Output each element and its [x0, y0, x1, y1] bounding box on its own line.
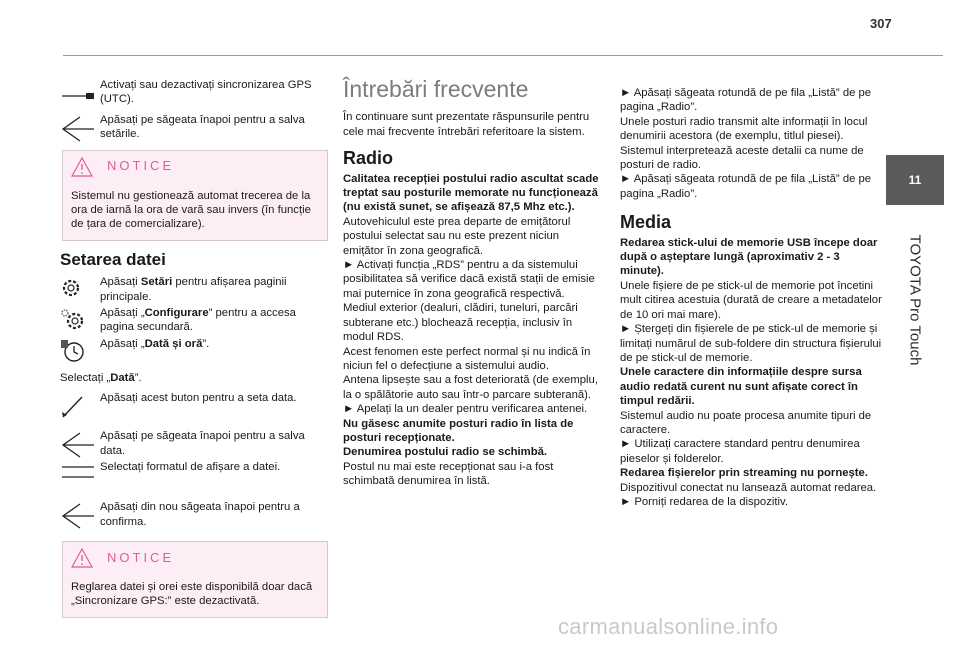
section-title-radio: Radio — [343, 148, 394, 169]
date-format-row — [60, 460, 328, 488]
list-icon — [60, 460, 100, 488]
faq-answer: Postul nu mai este recepționat sau i-a fost schimbată denumirea în listă. — [343, 460, 554, 488]
column-middle — [343, 78, 601, 489]
faq-answer: Dispozitivul conectat nu lansează automat redarea. — [620, 481, 877, 494]
notice-text: Sistemul nu gestionează automat trecerea de la ora de iarnă la ora de vară sau invers (în funcție de țara de comercializare). — [71, 189, 311, 231]
faq-question: Denumirea postului radio se schimbă. — [343, 446, 548, 459]
gps-sync-text: Activați sau dezactivați sincronizarea GPS (UTC). — [100, 79, 312, 106]
notice-box-dst — [62, 150, 328, 241]
save-date-row — [60, 429, 328, 458]
toggle-icon — [60, 78, 100, 106]
warning-icon — [71, 157, 93, 177]
faq-answer: Sistemul interpretează aceste detalii ca nume de posturi de radio. — [620, 144, 864, 172]
watermark: carmanualsonline.info — [558, 614, 779, 639]
faq-answer: Unele fișiere de pe stick-ul de memorie pot încetini mult citirea acestuia (durată de creare a metadatelor de 10 ori mai mare). — [620, 279, 882, 321]
column-left — [60, 78, 328, 630]
faq-answer: ► Apăsați săgeata rotundă de pe fila „Listă” de pe pagina „Radio”. — [620, 173, 872, 200]
back-arrow-icon — [60, 500, 100, 528]
configuration-row: Apăsați „Configurare” pentru a accesa pagina secundară. — [60, 306, 328, 335]
pencil-icon — [60, 391, 100, 419]
warning-icon — [71, 548, 93, 568]
clock-icon — [60, 337, 100, 365]
edit-date-row — [60, 391, 328, 419]
settings-row: Apăsați Setări pentru afișarea paginii principale. — [60, 275, 328, 304]
header-divider — [63, 55, 943, 56]
gear-icon — [60, 275, 100, 303]
faq-title: Întrebări frecvente — [343, 76, 529, 102]
date-time-label: Dată și oră — [144, 337, 203, 350]
edit-date-text: Apăsați acest buton pentru a seta data. — [100, 392, 297, 405]
faq-question: Redarea fișierelor prin streaming nu pornește. — [620, 467, 868, 480]
column-right — [620, 86, 882, 509]
chapter-side-title: TOYOTA Pro Touch — [906, 234, 924, 366]
notice-text: Reglarea datei și orei este disponibilă doar dacă „Sincronizare GPS:” este dezactivată. — [71, 580, 313, 608]
save-settings-text: Apăsați pe săgeata înapoi pentru a salva setările. — [100, 113, 305, 141]
notice-title: NOTICE — [107, 158, 175, 174]
save-date-text: Apăsați pe săgeata înapoi pentru a salva data. — [100, 430, 305, 457]
date-format-text: Selectați formatul de afișare a datei. — [100, 461, 281, 474]
faq-answer: ► Utilizați caractere standard pentru denumirea pieselor și folderelor. — [620, 438, 860, 465]
faq-answer: ► Porniți redarea de la dispozitiv. — [620, 495, 788, 508]
faq-intro: În continuare sunt prezentate răspunsurile pentru cele mai frecvente întrebări referitoare la sistem. — [343, 111, 590, 138]
chapter-tab[interactable]: 11 — [886, 155, 944, 205]
page-number: 307 — [870, 16, 892, 31]
faq-answer: Acest fenomen este perfect normal și nu indică în niciun fel o defecțiune a sistemului audio. — [343, 345, 591, 372]
faq-question: Unele caractere din informațiile despre sursa audio redată curent nu sunt afișate corect în timpul redării. — [620, 366, 862, 408]
gps-sync-row — [60, 78, 328, 107]
save-settings-row — [60, 113, 328, 142]
date-time-row: Apăsați „Dată și oră”. — [60, 337, 328, 365]
section-title-date: Setarea datei — [60, 249, 166, 269]
faq-answer: ► Activați funcția „RDS” pentru a da sistemului posibilitatea să verifice dacă există stații de emisie mai puternice în zona geografică respectivă. — [343, 259, 595, 300]
configuration-gear-icon — [60, 306, 100, 334]
notice-box-gps — [62, 541, 328, 618]
select-date-text: Selectați „Dată”. — [60, 371, 142, 384]
confirm-row — [60, 500, 328, 529]
back-arrow-icon — [60, 429, 100, 457]
faq-answer: Mediul exterior (dealuri, clădiri, tuneluri, parcări subterane etc.) blochează recepția, inclusiv în modul RDS. — [343, 302, 578, 344]
faq-answer: ► Apelați la un dealer pentru verificarea antenei. — [343, 403, 588, 416]
confirm-text: Apăsați din nou săgeata înapoi pentru a confirma. — [100, 501, 300, 528]
faq-answer: Unele posturi radio transmit alte informații în locul denumirii acestora (de exemplu, titlul piesei). — [620, 115, 868, 143]
section-title-media: Media — [620, 212, 672, 233]
faq-answer: ► Ștergeți din fișierele de pe stick-ul de memorie și limitați numărul de sub-foldere din structura fișierului de pe stick-ul de memorie. — [620, 323, 882, 364]
faq-answer: Sistemul audio nu poate procesa anumite tipuri de caractere. — [620, 409, 872, 436]
faq-question: Nu găsesc anumite posturi radio în lista de posturi recepționate. — [343, 417, 574, 444]
faq-question: Redarea stick-ului de memorie USB începe doar după o așteptare lungă (aproximativ 2 - 3 minute). — [620, 236, 878, 278]
back-arrow-icon — [60, 113, 100, 141]
faq-question: Calitatea recepției postului radio ascultat scade treptat sau posturile memorate nu funcționează (nu există sunet, se afișează 87,5 Mhz etc.). — [343, 172, 599, 214]
faq-answer: Autovehiculul este prea departe de emițătorul postului selectat sau nu este prezent niciun emițător în zona geografică. — [343, 215, 571, 257]
notice-title: NOTICE — [107, 549, 175, 565]
configuration-label: Configurare — [144, 307, 209, 320]
faq-answer: Antena lipsește sau a fost deteriorată (de exemplu, la o spălătorie auto sau într-o parcare subterană). — [343, 374, 598, 401]
settings-label: Setări — [140, 276, 173, 289]
faq-answer: ► Apăsați săgeata rotundă de pe fila „Listă” de pe pagina „Radio”. — [620, 87, 872, 114]
